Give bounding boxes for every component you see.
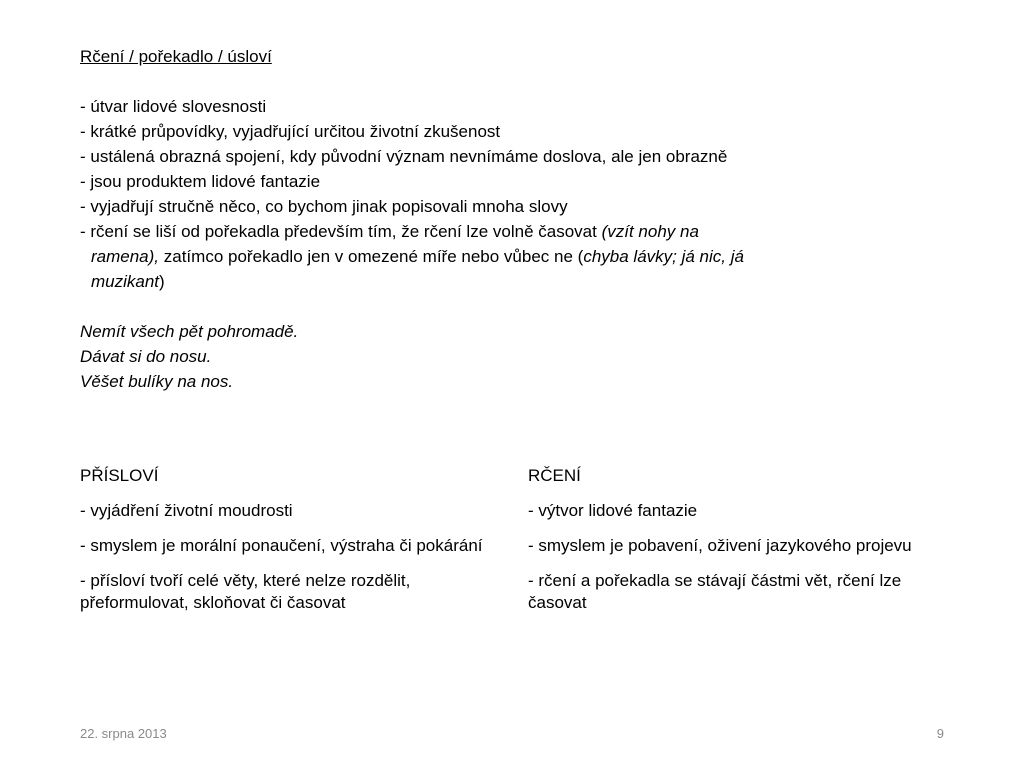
proverb-item: - přísloví tvoří celé věty, které nelze rozdělit, přeformulovat, skloňovat či časovat — [80, 571, 411, 612]
slide-title: Rčení / pořekadlo / úsloví — [80, 47, 272, 66]
example-italic: ramena), — [91, 247, 160, 266]
bullet-text: zatímco pořekadlo jen v omezené míře nebo vůbec ne ( — [159, 247, 584, 266]
bullet-item: - útvar lidové slovesnosti — [80, 97, 267, 116]
saying-item: - rčení a pořekadla se stávají částmi vět, rčení lze časovat — [528, 571, 902, 612]
bullet-item: - krátké průpovídky, vyjadřující určitou životní zkušenost — [80, 122, 501, 141]
bullet-text: ) — [159, 272, 165, 291]
page-number: 9 — [936, 726, 944, 741]
proverb-item: - vyjádření životní moudrosti — [80, 501, 293, 520]
examples-list — [80, 319, 940, 394]
bullet-item-comparison — [80, 219, 940, 294]
proverb-heading: PŘÍSLOVÍ — [80, 466, 159, 485]
bullet-text: - rčení se liší od pořekadla především tím, že rčení lze volně časovat — [80, 222, 602, 241]
example-italic: (vzít nohy na — [601, 222, 699, 241]
example-italic: muzikant — [91, 272, 160, 291]
bullet-item: - vyjadřují stručně něco, co bychom jinak popisovali mnoha slovy — [80, 197, 568, 216]
footer-date: 22. srpna 2013 — [80, 726, 167, 741]
example-phrase: Nemít všech pět pohromadě. — [80, 322, 299, 341]
main-text-block — [80, 44, 940, 394]
saying-heading: RČENÍ — [528, 466, 581, 485]
example-phrase: Dávat si do nosu. — [80, 347, 212, 366]
example-phrase: Věšet bulíky na nos. — [80, 372, 234, 391]
saying-item: - smyslem je pobavení, oživení jazykového projevu — [528, 536, 912, 555]
saying-column — [528, 465, 948, 627]
bullet-list — [80, 94, 940, 294]
bullet-item: - jsou produktem lidové fantazie — [80, 172, 321, 191]
proverb-item: - smyslem je morální ponaučení, výstraha či pokárání — [80, 536, 483, 555]
proverb-column — [80, 465, 500, 627]
saying-item: - výtvor lidové fantazie — [528, 501, 698, 520]
example-italic: chyba lávky; já nic, já — [583, 247, 744, 266]
bullet-item: - ustálená obrazná spojení, kdy původní význam nevnímáme doslova, ale jen obrazně — [80, 147, 728, 166]
